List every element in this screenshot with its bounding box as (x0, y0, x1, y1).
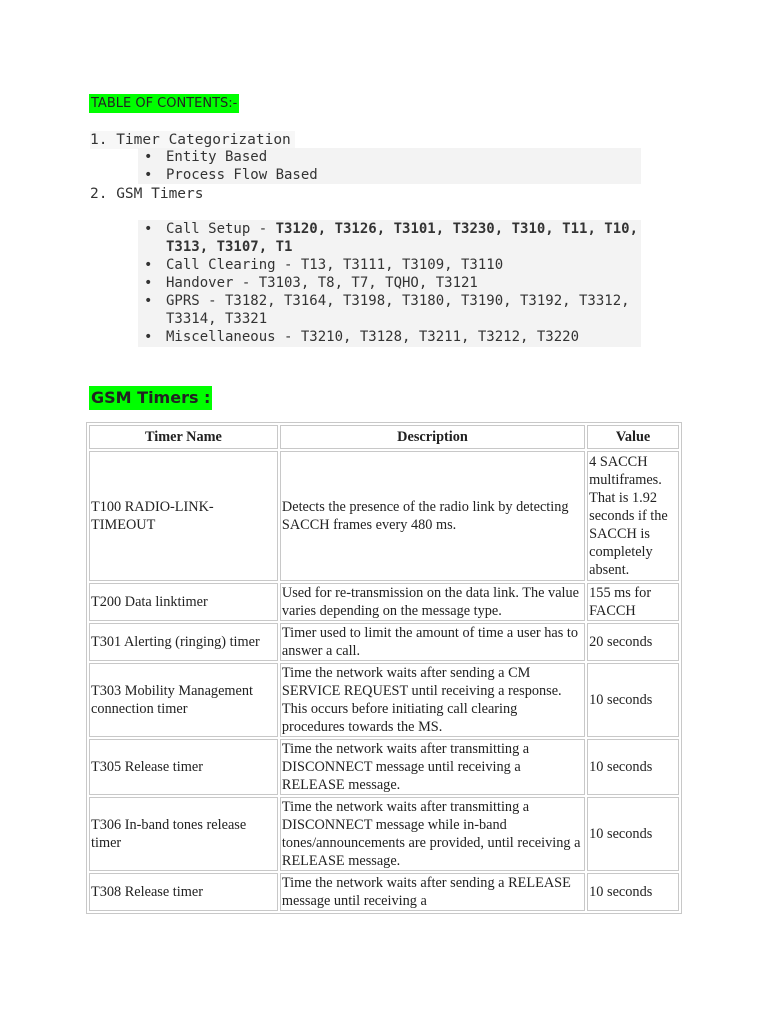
value-cell: 155 ms for FACCH (587, 583, 679, 621)
timer-name-cell: T308 Release timer (89, 873, 278, 911)
value-cell: 10 seconds (587, 873, 679, 911)
value-cell: 10 seconds (587, 663, 679, 737)
timer-name-cell: T305 Release timer (89, 739, 278, 795)
table-row (89, 623, 679, 661)
list-item-miscellaneous: • Miscellaneous - T3210, T3128, T3211, T3212, T3220 (138, 328, 641, 346)
header-timer-name: Timer Name (89, 425, 278, 449)
list-item-timers: T3120, T3126, T3101, T3230, T310, T11, T10, T313, T3107, T1 (166, 221, 639, 255)
timer-name-cell: T100 RADIO-LINK-TIMEOUT (89, 451, 278, 581)
value-cell: 10 seconds (587, 739, 679, 795)
list-item-gprs: • GPRS - T3182, T3164, T3198, T3180, T3190, T3192, T3312, T3314, T3321 (138, 292, 641, 328)
header-value: Value (587, 425, 679, 449)
timer-name-cell: T306 In-band tones release timer (89, 797, 278, 871)
gsm-timer-list (138, 220, 641, 347)
description-cell: Timer used to limit the amount of time a user has to answer a call. (280, 623, 585, 661)
description-cell: Time the network waits after sending a CM SERVICE REQUEST until receiving a response. This occurs before initiating call clearing procedures towards the MS. (280, 663, 585, 737)
list-item-handover: • Handover - T3103, T8, T7, TQHO, T3121 (138, 274, 641, 292)
table-row (89, 873, 679, 911)
header-description: Description (280, 425, 585, 449)
table-row (89, 663, 679, 737)
list-item-call-setup (138, 220, 641, 256)
list-item-call-clearing: • Call Clearing - T13, T3111, T3109, T3110 (138, 256, 641, 274)
table-header-row (89, 425, 679, 449)
list-item-prefix: Call Setup - (166, 221, 276, 237)
categorization-list (138, 148, 641, 184)
gsm-timers-heading: GSM Timers : (89, 386, 212, 410)
table-row (89, 797, 679, 871)
description-cell: Time the network waits after transmitting a DISCONNECT message until receiving a RELEASE message. (280, 739, 585, 795)
description-cell: Used for re-transmission on the data link. The value varies depending on the message type. (280, 583, 585, 621)
toc-title: TABLE OF CONTENTS:- (91, 96, 238, 111)
table-row (89, 739, 679, 795)
table-row (89, 583, 679, 621)
value-cell: 4 SACCH multiframes. That is 1.92 seconds if the SACCH is completely absent. (587, 451, 679, 581)
section-gsm-timers: 2. GSM Timers (90, 186, 204, 202)
section-timer-categorization: 1. Timer Categorization (90, 131, 295, 149)
description-cell: Detects the presence of the radio link by detecting SACCH frames every 480 ms. (280, 451, 585, 581)
timer-name-cell: T301 Alerting (ringing) timer (89, 623, 278, 661)
timer-name-cell: T303 Mobility Management connection timer (89, 663, 278, 737)
description-cell: Time the network waits after sending a RELEASE message until receiving a (280, 873, 585, 911)
table-row (89, 451, 679, 581)
list-item: • Process Flow Based (138, 166, 641, 184)
gsm-timers-table (86, 422, 682, 914)
list-item: • Entity Based (138, 148, 641, 166)
description-cell: Time the network waits after transmitting a DISCONNECT message while in-band tones/announcements are provided, until receiving a RELEASE message. (280, 797, 585, 871)
timer-name-cell: T200 Data linktimer (89, 583, 278, 621)
value-cell: 10 seconds (587, 797, 679, 871)
value-cell: 20 seconds (587, 623, 679, 661)
